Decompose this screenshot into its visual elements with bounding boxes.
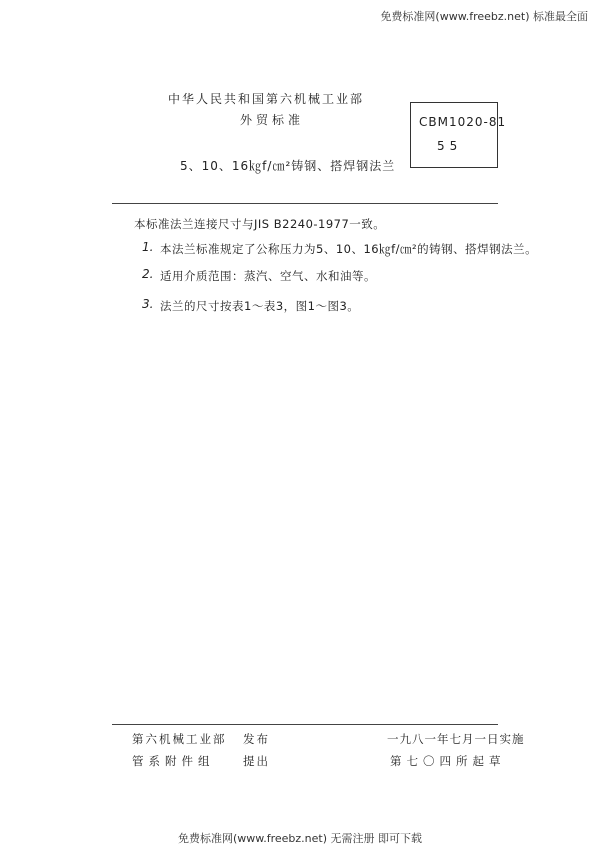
drafting-organization: 第七〇四所起草 [390,754,506,768]
propose-label: 提出 [243,754,270,768]
bottom-rule [112,724,498,725]
item-number: 3. [142,297,154,311]
item-number: 1. [142,240,154,254]
standard-code-box [410,102,507,168]
publisher: 第六机械工业部 [132,732,227,746]
standard-category: 外贸标准 [240,113,305,127]
item-text: 本法兰标准规定了公称压力为5、10、16㎏f/㎝²的铸钢、搭焊钢法兰。 [160,242,538,256]
publish-label: 发布 [243,732,270,746]
standard-code: CBM1020-81 [419,115,507,129]
item-number: 2. [142,267,154,281]
standard-subcode: 55 [437,139,463,153]
item-text: 法兰的尺寸按表1～表3，图1～图3。 [160,299,360,313]
implementation-date: 一九八一年七月一日实施 [387,732,525,746]
proposer: 管系附件组 [132,754,215,768]
item-text: 适用介质范围：蒸汽、空气、水和油等。 [160,269,376,283]
intro-paragraph: 本标准法兰连接尺寸与JIS B2240-1977一致。 [134,217,386,231]
watermark-top: 免费标准网(www.freebz.net) 标准最全面 [380,10,588,23]
document-title: 5、10、16㎏f/㎝²铸钢、搭焊钢法兰 [180,159,396,173]
top-rule [112,203,498,204]
ministry-name: 中华人民共和国第六机械工业部 [168,92,365,106]
watermark-bottom: 免费标准网(www.freebz.net) 无需注册 即可下载 [177,832,423,845]
